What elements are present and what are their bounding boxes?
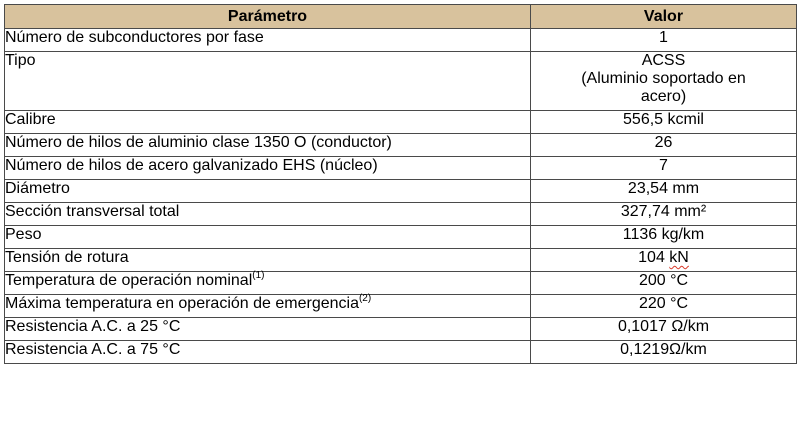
value-number: 104 [638,249,665,266]
parameter-cell: Número de hilos de acero galvanizado EHS (núcleo) [5,157,531,180]
parameter-text: Máxima temperatura en operación de emergencia [5,295,359,312]
table-row [5,249,797,272]
parameter-cell: Tensión de rotura [5,249,531,272]
table-row [5,29,797,52]
parameter-cell [5,295,531,318]
footnote-marker: (2) [358,293,372,304]
value-cell: 220 °C [531,295,797,318]
value-cell [531,249,797,272]
parameter-cell: Tipo [5,52,531,111]
table-row [5,111,797,134]
table-row [5,52,797,111]
table-row [5,180,797,203]
table-row [5,272,797,295]
value-cell: 0,1219Ω/km [531,341,797,364]
parameter-cell [5,272,531,295]
parameter-cell: Peso [5,226,531,249]
value-cell [531,52,797,111]
value-cell: 1 [531,29,797,52]
table-row [5,318,797,341]
parameter-cell: Número de subconductores por fase [5,29,531,52]
value-cell: 23,54 mm [531,180,797,203]
table-row [5,157,797,180]
value-cell: 556,5 kcmil [531,111,797,134]
value-cell: 200 °C [531,272,797,295]
parameter-cell: Sección transversal total [5,203,531,226]
parameter-cell: Diámetro [5,180,531,203]
table-row [5,203,797,226]
table-row [5,341,797,364]
value-cell: 7 [531,157,797,180]
table-row [5,134,797,157]
value-text: ACSS (Aluminio soportado en acero) [581,52,746,105]
parameter-cell: Número de hilos de aluminio clase 1350 O (conductor) [5,134,531,157]
parameters-table [4,4,797,364]
value-cell: 327,74 mm² [531,203,797,226]
table-row [5,226,797,249]
parameter-cell: Resistencia A.C. a 25 °C [5,318,531,341]
value-cell: 0,1017 Ω/km [531,318,797,341]
header-value: Valor [531,5,797,29]
header-row [5,5,797,29]
parameter-cell: Calibre [5,111,531,134]
footnote-marker: (1) [252,270,265,281]
parameter-text: Temperatura de operación nominal [5,272,253,289]
value-cell: 26 [531,134,797,157]
table-row [5,295,797,318]
parameter-cell: Resistencia A.C. a 75 °C [5,341,531,364]
value-cell: 1136 kg/km [531,226,797,249]
header-parameter: Parámetro [5,5,531,29]
value-unit: kN [669,249,689,266]
